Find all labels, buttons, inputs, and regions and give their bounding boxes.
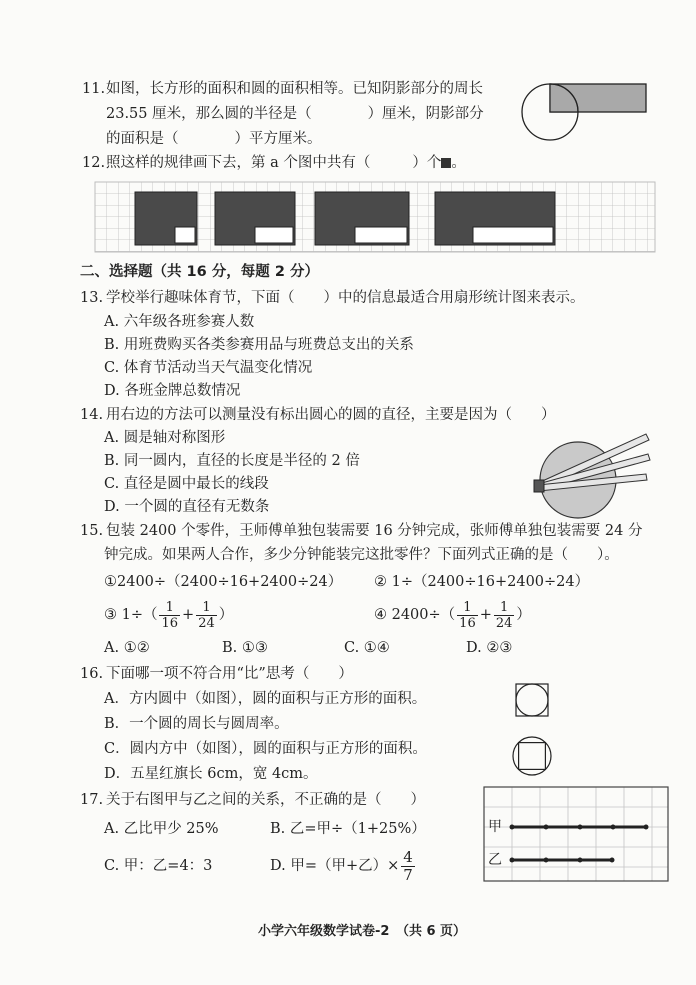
q14-circle-with-rulers [528,428,658,518]
q11-line3: 的面积是（ ）平方厘米。 [106,131,322,147]
q16-option-b: B．一个圆的周长与圆周率。 [104,716,289,732]
q12-number: 12. [82,155,106,171]
q17-option-a: A. 乙比甲少 25% [104,821,219,837]
q17-option-d: D. 甲=（甲+乙）× $\frac{4}{7}$ [270,847,413,884]
fraction-1-24: $\frac{1}{24}$ [495,599,513,631]
fraction-1-24: $\frac{1}{24}$ [198,599,215,631]
q14-option-c: C. 直径是圆中最长的线段 [104,476,269,492]
q17-option-c: C. 甲：乙=4：3 [104,858,213,874]
q16-option-c: C．圆内方中（如图），圆的面积与正方形的面积。 [104,741,427,757]
q17-number: 17. [80,792,104,808]
black-square-icon [441,158,451,168]
q13-option-d: D. 各班金牌总数情况 [104,383,241,399]
fraction-4-7: $\frac{4}{7}$ [403,847,413,884]
q11-figure [518,78,653,148]
q12-stem: 照这样的规律画下去，第 a 个图中共有（ ）个 。 [106,155,466,171]
q15-choice-b: B. ①③ [222,640,268,656]
q15-line1: 包装 2400 个零件，王师傅单独包装需要 16 分钟完成，张师傅单独包装需要 24 分 [106,523,643,539]
q15-option-4: ④ 2400÷（ $\frac{1}{16}$ + $\frac{1}{24}$ ） [374,599,531,631]
fraction-1-16: $\frac{1}{16}$ [459,599,476,631]
q11-number: 11. [82,81,106,97]
q13-option-b: B. 用班费购买各类参赛用品与班费总支出的关系 [104,337,414,353]
q13-option-c: C. 体育节活动当天气温变化情况 [104,360,313,376]
q11-line1: 如图，长方形的面积和圆的面积相等。已知阴影部分的周长 [106,81,483,97]
q14-stem: 用右边的方法可以测量没有标出圆心的圆的直径，主要是因为（ ） [106,407,556,423]
label-jia: 甲 [488,819,502,835]
page-footer: 小学六年级数学试卷-2 （共 6 页） [258,924,467,939]
q17-stem: 关于右图甲与乙之间的关系，不正确的是（ ） [106,792,425,808]
q15-choice-a: A. ①② [104,640,150,656]
q16-number: 16. [80,666,104,682]
q13-number: 13. [80,290,104,306]
q17-segment-diagram [484,787,668,881]
q13-stem: 学校举行趣味体育节，下面（ ）中的信息最适合用扇形统计图来表示。 [106,290,585,306]
q15-choice-c: C. ①④ [344,640,390,656]
q15-line2: 钟完成。如果两人合作，多少分钟能装完这批零件？下面列式正确的是（ ）。 [104,547,619,563]
fraction-1-16: $\frac{1}{16}$ [161,599,179,631]
q12-pattern-grid [95,182,655,252]
q14-option-a: A. 圆是轴对称图形 [104,430,226,446]
q13-option-a: A. 六年级各班参赛人数 [104,314,255,330]
label-yi: 乙 [488,852,502,868]
q17-option-b: B. 乙=甲÷（1+25%） [270,821,426,837]
q15-option-1: ①2400÷（2400÷16+2400÷24） [104,574,343,590]
q16-stem: 下面哪一项不符合用“比”思考（ ） [106,666,353,682]
q14-option-b: B. 同一圆内，直径的长度是半径的 2 倍 [104,453,360,469]
circle-in-square-figure [512,680,552,720]
q15-number: 15. [80,523,104,539]
q11-line2: 23.55 厘米，那么圆的半径是（ ）厘米，阴影部分 [106,106,484,122]
q15-option-2: ② 1÷（2400÷16+2400÷24） [374,574,590,590]
q14-option-d: D. 一个圆的直径有无数条 [104,499,270,515]
square-in-circle-figure [510,734,554,778]
q15-choice-d: D. ②③ [466,640,513,656]
q14-number: 14. [80,407,104,423]
q15-option-3: ③ 1÷（ $\frac{1}{16}$ + $\frac{1}{24}$ ） [104,599,234,631]
section-2-title: 二、选择题（共 16 分，每题 2 分） [80,264,319,280]
q16-option-d: D．五星红旗长 6cm，宽 4cm。 [104,766,318,782]
q16-option-a: A．方内圆中（如图），圆的面积与正方形的面积。 [104,691,427,707]
